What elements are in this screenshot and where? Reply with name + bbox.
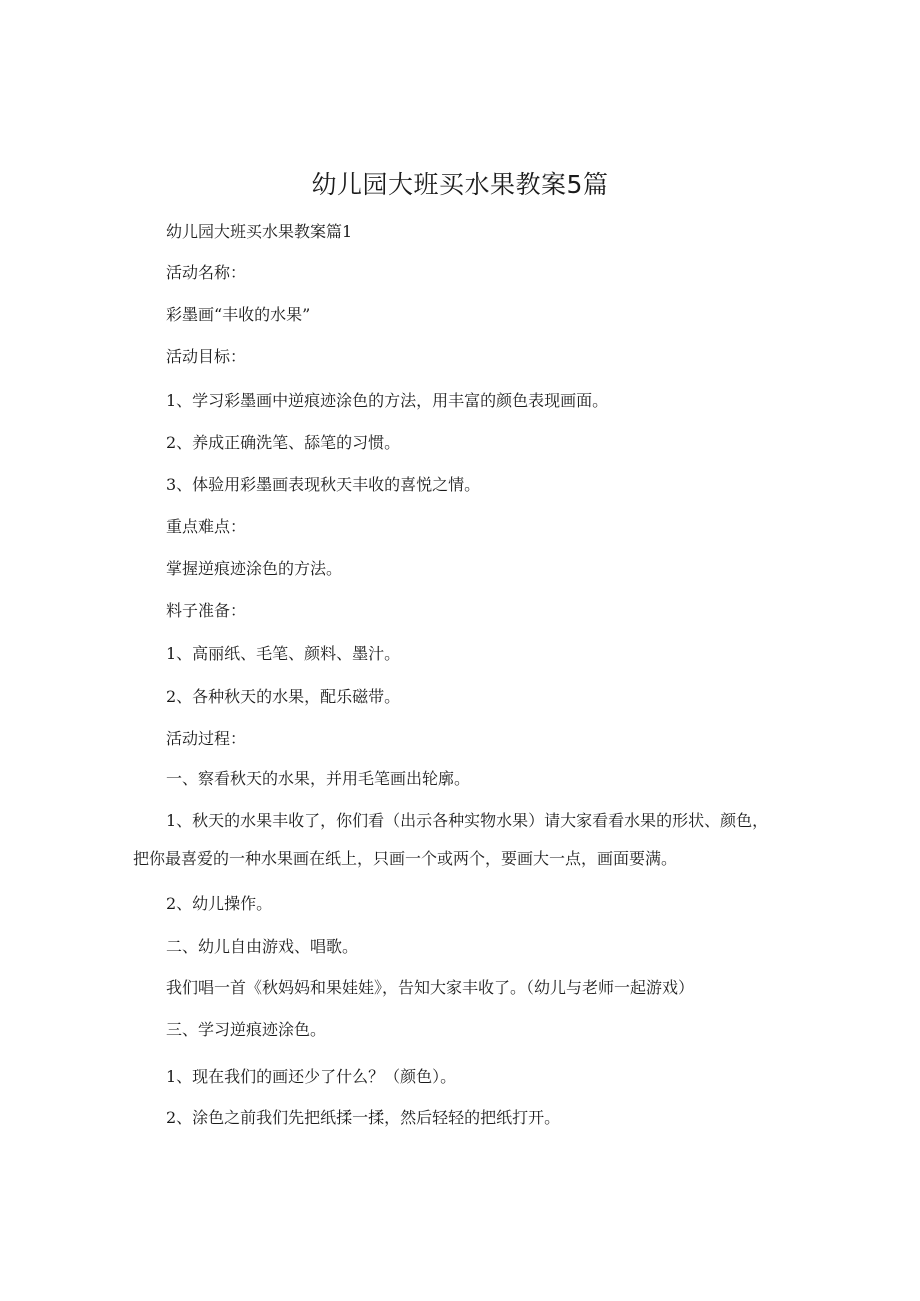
materials-label: 料子准备： — [166, 601, 247, 620]
goal-item-2: 2、养成正确洗笔、舔笔的习惯。 — [166, 433, 401, 452]
document-title: 幼儿园大班买水果教案5篇 — [311, 170, 609, 199]
process-step-3-item-2: 2、涂色之前我们先把纸揉一揉，然后轻轻的把纸打开。 — [166, 1108, 561, 1127]
process-step-3-heading: 三、学习逆痕迹涂色。 — [166, 1020, 327, 1039]
activity-name-label: 活动名称： — [166, 263, 247, 282]
activity-name-value: 彩墨画“丰收的水果” — [166, 305, 311, 324]
process-step-2-heading: 二、幼儿自由游戏、唱歌。 — [166, 937, 359, 956]
process-step-1-heading: 一、察看秋天的水果，并用毛笔画出轮廓。 — [166, 769, 471, 788]
process-step-2-text: 我们唱一首《秋妈妈和果娃娃》，告知大家丰收了。（幼儿与老师一起游戏） — [166, 978, 695, 997]
material-item-2: 2、各种秋天的水果，配乐磁带。 — [166, 687, 401, 706]
material-item-1: 1、高丽纸、毛笔、颜料、墨汁。 — [166, 644, 401, 663]
key-difficulty-value: 掌握逆痕迹涂色的方法。 — [166, 559, 343, 578]
goal-item-1: 1、学习彩墨画中逆痕迹涂色的方法，用丰富的颜色表现画面。 — [166, 391, 609, 410]
goal-item-3: 3、体验用彩墨画表现秋天丰收的喜悦之情。 — [166, 475, 481, 494]
process-step-1-item-2: 2、幼儿操作。 — [166, 894, 273, 913]
process-step-1-paragraph: 1、秋天的水果丰收了，你们看（出示各种实物水果）请大家看看水果的形状、颜色，把你最喜爱的一种水果画在纸上，只画一个或两个，要画大一点，画面要满。 — [133, 811, 769, 868]
key-difficulty-label: 重点难点： — [166, 517, 247, 536]
section-heading-part1: 幼儿园大班买水果教案篇1 — [166, 222, 353, 241]
activity-goals-label: 活动目标： — [166, 347, 247, 366]
process-step-3-item-1: 1、现在我们的画还少了什么？（颜色）。 — [166, 1067, 457, 1086]
process-label: 活动过程： — [166, 729, 247, 748]
